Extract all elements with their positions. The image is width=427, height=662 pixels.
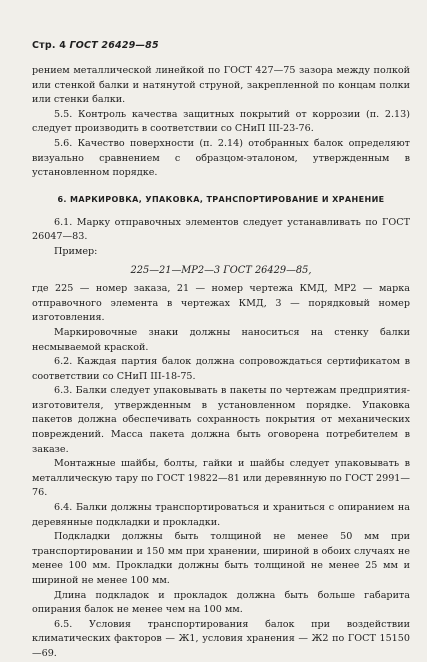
paragraph: 6.4. Балки должны транспортироваться и храниться с опиранием на деревянные подкладки и прокладки. <box>32 502 410 528</box>
standard-number: ГОСТ 26429—85 <box>69 40 159 51</box>
paragraph: Маркировочные знаки должны наноситься на стенку балки несмываемой краской. <box>32 326 410 353</box>
document-body <box>32 64 410 662</box>
paragraph: Подкладки должны быть толщиной не менее 50 мм при транспортировании и 150 мм при хранении, шириной в обоих случаях не менее 100 мм. Прокладки должны быть толщиной не менее 25 мм и шириной не менее 100 мм. <box>32 531 410 586</box>
page-number: Стр. 4 <box>32 40 67 51</box>
section-heading: 6. МАРКИРОВКА, УПАКОВКА, ТРАНСПОРТИРОВАНИЕ И ХРАНЕНИЕ <box>57 194 385 204</box>
paragraph: 5.5. Контроль качества защитных покрытий от коррозии (п. 2.13) следует производить в соответствии со СНиП III-23-76. <box>32 108 410 135</box>
paragraph: Пример: <box>54 245 98 257</box>
paragraph: Монтажные шайбы, болты, гайки и шайбы следует упаковывать в металлическую тару по ГОСТ 19822—81 или деревянную по ГОСТ 2991—76. <box>32 458 410 499</box>
example-marking: 225—21—МР2—3 ГОСТ 26429—85, <box>130 264 312 276</box>
paragraph: 5.6. Качество поверхности (п. 2.14) отобранных балок определяют визуально сравнением с образцом-эталоном, утвержденным в установленном порядке. <box>32 137 410 179</box>
page-header <box>32 40 159 51</box>
paragraph: 6.2. Каждая партия балок должна сопровождаться сертификатом в соответствии со СНиП III-18-75. <box>32 356 410 382</box>
paragraph: рением металлической линейкой по ГОСТ 427—75 зазора между полкой или стенкой балки и натянутой струной, закрепленной по концам полки или стенки балки. <box>32 65 410 106</box>
paragraph: 6.5. Условия транспортирования балок при воздействии климатических факторов — Ж1, условия хранения — Ж2 по ГОСТ 15150—69. <box>32 618 410 659</box>
paragraph: Длина подкладок и прокладок должна быть больше габарита опирания балок не менее чем на 100 мм. <box>32 589 410 616</box>
paragraph: 6.1. Марку отправочных элементов следует устанавливать по ГОСТ 26047—83. <box>32 216 410 243</box>
paragraph: 6.3. Балки следует упаковывать в пакеты по чертежам предприятия-изготовителя, утвержденным в установленном порядке. Упаковка пакетов должна обеспечивать сохранность покрытия от механических повреждений. Масса пакета должна быть оговорена потребителем в заказе. <box>32 385 410 455</box>
paragraph: где 225 — номер заказа, 21 — номер чертежа КМД, МР2 — марка отправочного элемента в чертежах КМД, 3 — порядковый номер изготовления. <box>32 283 410 324</box>
